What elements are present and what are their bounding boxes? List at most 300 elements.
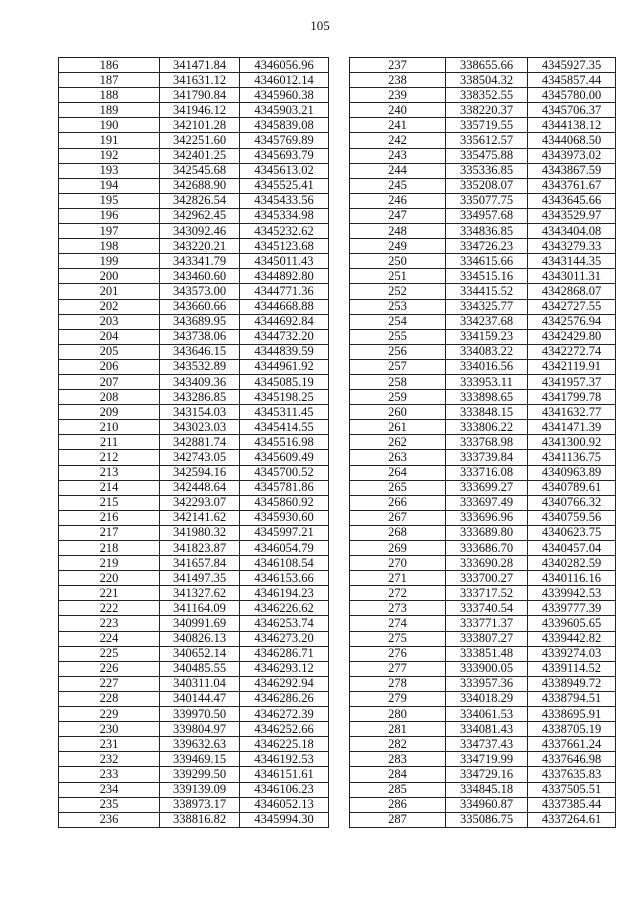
y-coordinate-cell: 4337661.24 bbox=[528, 737, 616, 752]
table-row bbox=[350, 556, 616, 571]
y-coordinate-cell: 4345198.25 bbox=[240, 390, 329, 405]
point-number-cell: 286 bbox=[350, 797, 446, 812]
table-row bbox=[350, 601, 616, 616]
y-coordinate-cell: 4342119.91 bbox=[528, 359, 616, 374]
x-coordinate-cell: 333690.28 bbox=[446, 556, 528, 571]
x-coordinate-cell: 342688.90 bbox=[160, 178, 240, 193]
table-row bbox=[59, 616, 329, 631]
x-coordinate-cell: 334061.53 bbox=[446, 707, 528, 722]
y-coordinate-cell: 4345085.19 bbox=[240, 374, 329, 389]
point-number-cell: 275 bbox=[350, 631, 446, 646]
y-coordinate-cell: 4346194.23 bbox=[240, 586, 329, 601]
point-number-cell: 254 bbox=[350, 314, 446, 329]
table-row bbox=[350, 163, 616, 178]
point-number-cell: 214 bbox=[59, 480, 160, 495]
table-row bbox=[350, 661, 616, 676]
y-coordinate-cell: 4339274.03 bbox=[528, 646, 616, 661]
table-row bbox=[59, 601, 329, 616]
x-coordinate-cell: 339299.50 bbox=[160, 767, 240, 782]
point-number-cell: 215 bbox=[59, 495, 160, 510]
y-coordinate-cell: 4346292.94 bbox=[240, 676, 329, 691]
x-coordinate-cell: 333740.54 bbox=[446, 601, 528, 616]
y-coordinate-cell: 4340282.59 bbox=[528, 556, 616, 571]
point-number-cell: 197 bbox=[59, 224, 160, 239]
y-coordinate-cell: 4343645.66 bbox=[528, 193, 616, 208]
y-coordinate-cell: 4345857.44 bbox=[528, 73, 616, 88]
x-coordinate-cell: 341790.84 bbox=[160, 88, 240, 103]
point-number-cell: 244 bbox=[350, 163, 446, 178]
y-coordinate-cell: 4346226.62 bbox=[240, 601, 329, 616]
x-coordinate-cell: 334083.22 bbox=[446, 344, 528, 359]
y-coordinate-cell: 4342868.07 bbox=[528, 284, 616, 299]
y-coordinate-cell: 4346272.39 bbox=[240, 707, 329, 722]
x-coordinate-cell: 339139.09 bbox=[160, 782, 240, 797]
point-number-cell: 281 bbox=[350, 722, 446, 737]
x-coordinate-cell: 340144.47 bbox=[160, 691, 240, 706]
y-coordinate-cell: 4341471.39 bbox=[528, 420, 616, 435]
x-coordinate-cell: 334016.56 bbox=[446, 359, 528, 374]
table-row bbox=[59, 737, 329, 752]
point-number-cell: 284 bbox=[350, 767, 446, 782]
x-coordinate-cell: 342881.74 bbox=[160, 435, 240, 450]
point-number-cell: 263 bbox=[350, 450, 446, 465]
x-coordinate-cell: 340826.13 bbox=[160, 631, 240, 646]
y-coordinate-cell: 4346153.66 bbox=[240, 571, 329, 586]
point-number-cell: 253 bbox=[350, 299, 446, 314]
table-row bbox=[59, 525, 329, 540]
y-coordinate-cell: 4342429.80 bbox=[528, 329, 616, 344]
table-row bbox=[59, 586, 329, 601]
point-number-cell: 262 bbox=[350, 435, 446, 450]
y-coordinate-cell: 4345693.79 bbox=[240, 148, 329, 163]
point-number-cell: 282 bbox=[350, 737, 446, 752]
x-coordinate-cell: 342962.45 bbox=[160, 208, 240, 223]
y-coordinate-cell: 4345433.56 bbox=[240, 193, 329, 208]
table-row bbox=[350, 193, 616, 208]
table-row bbox=[350, 329, 616, 344]
y-coordinate-cell: 4338949.72 bbox=[528, 676, 616, 691]
y-coordinate-cell: 4340623.75 bbox=[528, 525, 616, 540]
x-coordinate-cell: 334836.85 bbox=[446, 224, 528, 239]
point-number-cell: 260 bbox=[350, 405, 446, 420]
y-coordinate-cell: 4346151.61 bbox=[240, 767, 329, 782]
point-number-cell: 234 bbox=[59, 782, 160, 797]
point-number-cell: 228 bbox=[59, 691, 160, 706]
y-coordinate-cell: 4345525.41 bbox=[240, 178, 329, 193]
x-coordinate-cell: 342743.05 bbox=[160, 450, 240, 465]
y-coordinate-cell: 4345927.35 bbox=[528, 58, 616, 73]
x-coordinate-cell: 333686.70 bbox=[446, 541, 528, 556]
point-number-cell: 209 bbox=[59, 405, 160, 420]
table-body bbox=[59, 58, 329, 828]
table-row bbox=[350, 450, 616, 465]
table-row bbox=[59, 314, 329, 329]
point-number-cell: 192 bbox=[59, 148, 160, 163]
table-row bbox=[350, 148, 616, 163]
point-number-cell: 269 bbox=[350, 541, 446, 556]
x-coordinate-cell: 333953.11 bbox=[446, 374, 528, 389]
table-row bbox=[59, 284, 329, 299]
x-coordinate-cell: 333697.49 bbox=[446, 495, 528, 510]
x-coordinate-cell: 333689.80 bbox=[446, 525, 528, 540]
table-row bbox=[59, 103, 329, 118]
y-coordinate-cell: 4346286.26 bbox=[240, 691, 329, 706]
table-row bbox=[350, 208, 616, 223]
table-row bbox=[350, 344, 616, 359]
point-number-cell: 280 bbox=[350, 707, 446, 722]
y-coordinate-cell: 4337264.61 bbox=[528, 812, 616, 827]
point-number-cell: 241 bbox=[350, 118, 446, 133]
table-row bbox=[350, 465, 616, 480]
table-row bbox=[59, 390, 329, 405]
point-number-cell: 220 bbox=[59, 571, 160, 586]
x-coordinate-cell: 338504.32 bbox=[446, 73, 528, 88]
y-coordinate-cell: 4345232.62 bbox=[240, 224, 329, 239]
point-number-cell: 251 bbox=[350, 269, 446, 284]
y-coordinate-cell: 4342727.55 bbox=[528, 299, 616, 314]
table-row bbox=[350, 510, 616, 525]
table-row bbox=[350, 495, 616, 510]
y-coordinate-cell: 4346252.66 bbox=[240, 722, 329, 737]
point-number-cell: 270 bbox=[350, 556, 446, 571]
point-number-cell: 225 bbox=[59, 646, 160, 661]
x-coordinate-cell: 343660.66 bbox=[160, 299, 240, 314]
point-number-cell: 266 bbox=[350, 495, 446, 510]
point-number-cell: 212 bbox=[59, 450, 160, 465]
point-number-cell: 230 bbox=[59, 722, 160, 737]
x-coordinate-cell: 338816.82 bbox=[160, 812, 240, 827]
y-coordinate-cell: 4338794.51 bbox=[528, 691, 616, 706]
table-row bbox=[350, 224, 616, 239]
x-coordinate-cell: 334237.68 bbox=[446, 314, 528, 329]
x-coordinate-cell: 335208.07 bbox=[446, 178, 528, 193]
y-coordinate-cell: 4346108.54 bbox=[240, 556, 329, 571]
x-coordinate-cell: 334845.18 bbox=[446, 782, 528, 797]
y-coordinate-cell: 4344839.59 bbox=[240, 344, 329, 359]
x-coordinate-cell: 339804.97 bbox=[160, 722, 240, 737]
y-coordinate-cell: 4345960.38 bbox=[240, 88, 329, 103]
x-coordinate-cell: 339632.63 bbox=[160, 737, 240, 752]
table-row bbox=[350, 405, 616, 420]
y-coordinate-cell: 4342272.74 bbox=[528, 344, 616, 359]
y-coordinate-cell: 4346273.20 bbox=[240, 631, 329, 646]
point-number-cell: 231 bbox=[59, 737, 160, 752]
x-coordinate-cell: 343341.79 bbox=[160, 254, 240, 269]
y-coordinate-cell: 4346293.12 bbox=[240, 661, 329, 676]
x-coordinate-cell: 343409.36 bbox=[160, 374, 240, 389]
y-coordinate-cell: 4344692.84 bbox=[240, 314, 329, 329]
table-row bbox=[350, 178, 616, 193]
x-coordinate-cell: 342826.54 bbox=[160, 193, 240, 208]
point-number-cell: 247 bbox=[350, 208, 446, 223]
table-row bbox=[350, 284, 616, 299]
y-coordinate-cell: 4337385.44 bbox=[528, 797, 616, 812]
y-coordinate-cell: 4341632.77 bbox=[528, 405, 616, 420]
y-coordinate-cell: 4341957.37 bbox=[528, 374, 616, 389]
x-coordinate-cell: 339970.50 bbox=[160, 707, 240, 722]
y-coordinate-cell: 4344732.20 bbox=[240, 329, 329, 344]
table-row bbox=[59, 73, 329, 88]
point-number-cell: 205 bbox=[59, 344, 160, 359]
x-coordinate-cell: 343532.89 bbox=[160, 359, 240, 374]
y-coordinate-cell: 4343011.31 bbox=[528, 269, 616, 284]
page-number: 105 bbox=[310, 18, 330, 33]
y-coordinate-cell: 4343973.02 bbox=[528, 148, 616, 163]
point-number-cell: 200 bbox=[59, 269, 160, 284]
x-coordinate-cell: 333699.27 bbox=[446, 480, 528, 495]
y-coordinate-cell: 4339605.65 bbox=[528, 616, 616, 631]
table-row bbox=[350, 812, 616, 827]
point-number-cell: 204 bbox=[59, 329, 160, 344]
point-number-cell: 206 bbox=[59, 359, 160, 374]
x-coordinate-cell: 338220.37 bbox=[446, 103, 528, 118]
y-coordinate-cell: 4343144.35 bbox=[528, 254, 616, 269]
table-row bbox=[59, 163, 329, 178]
table-row bbox=[59, 450, 329, 465]
point-number-cell: 193 bbox=[59, 163, 160, 178]
table-row bbox=[59, 812, 329, 827]
table-row bbox=[350, 480, 616, 495]
x-coordinate-cell: 343460.60 bbox=[160, 269, 240, 284]
point-number-cell: 245 bbox=[350, 178, 446, 193]
point-number-cell: 237 bbox=[350, 58, 446, 73]
table-row bbox=[59, 374, 329, 389]
point-number-cell: 210 bbox=[59, 420, 160, 435]
table-body bbox=[350, 58, 616, 828]
x-coordinate-cell: 338352.55 bbox=[446, 88, 528, 103]
x-coordinate-cell: 333900.05 bbox=[446, 661, 528, 676]
point-number-cell: 199 bbox=[59, 254, 160, 269]
x-coordinate-cell: 341471.84 bbox=[160, 58, 240, 73]
table-row bbox=[59, 359, 329, 374]
x-coordinate-cell: 343573.00 bbox=[160, 284, 240, 299]
table-row bbox=[59, 435, 329, 450]
y-coordinate-cell: 4344138.12 bbox=[528, 118, 616, 133]
point-number-cell: 187 bbox=[59, 73, 160, 88]
table-row bbox=[59, 797, 329, 812]
table-row bbox=[59, 224, 329, 239]
table-row bbox=[350, 782, 616, 797]
x-coordinate-cell: 342594.16 bbox=[160, 465, 240, 480]
x-coordinate-cell: 341497.35 bbox=[160, 571, 240, 586]
y-coordinate-cell: 4346253.74 bbox=[240, 616, 329, 631]
table-row bbox=[350, 767, 616, 782]
x-coordinate-cell: 333848.15 bbox=[446, 405, 528, 420]
point-number-cell: 265 bbox=[350, 480, 446, 495]
table-row bbox=[350, 631, 616, 646]
table-row bbox=[350, 314, 616, 329]
table-row bbox=[59, 676, 329, 691]
x-coordinate-cell: 333898.65 bbox=[446, 390, 528, 405]
point-number-cell: 226 bbox=[59, 661, 160, 676]
point-number-cell: 243 bbox=[350, 148, 446, 163]
table-row bbox=[350, 541, 616, 556]
x-coordinate-cell: 334737.43 bbox=[446, 737, 528, 752]
table-row bbox=[350, 133, 616, 148]
x-coordinate-cell: 338655.66 bbox=[446, 58, 528, 73]
point-number-cell: 271 bbox=[350, 571, 446, 586]
table-row bbox=[350, 737, 616, 752]
point-number-cell: 258 bbox=[350, 374, 446, 389]
point-number-cell: 202 bbox=[59, 299, 160, 314]
x-coordinate-cell: 341946.12 bbox=[160, 103, 240, 118]
table-row bbox=[59, 480, 329, 495]
table-row bbox=[59, 767, 329, 782]
y-coordinate-cell: 4338695.91 bbox=[528, 707, 616, 722]
point-number-cell: 273 bbox=[350, 601, 446, 616]
point-number-cell: 256 bbox=[350, 344, 446, 359]
point-number-cell: 252 bbox=[350, 284, 446, 299]
point-number-cell: 201 bbox=[59, 284, 160, 299]
table-row bbox=[350, 359, 616, 374]
point-number-cell: 191 bbox=[59, 133, 160, 148]
point-number-cell: 188 bbox=[59, 88, 160, 103]
point-number-cell: 219 bbox=[59, 556, 160, 571]
table-row bbox=[59, 299, 329, 314]
y-coordinate-cell: 4340963.89 bbox=[528, 465, 616, 480]
point-number-cell: 194 bbox=[59, 178, 160, 193]
y-coordinate-cell: 4344961.92 bbox=[240, 359, 329, 374]
y-coordinate-cell: 4345516.98 bbox=[240, 435, 329, 450]
x-coordinate-cell: 335612.57 bbox=[446, 133, 528, 148]
point-number-cell: 287 bbox=[350, 812, 446, 827]
y-coordinate-cell: 4345609.49 bbox=[240, 450, 329, 465]
table-row bbox=[350, 691, 616, 706]
y-coordinate-cell: 4343404.08 bbox=[528, 224, 616, 239]
point-number-cell: 218 bbox=[59, 541, 160, 556]
table-row bbox=[59, 178, 329, 193]
y-coordinate-cell: 4340766.32 bbox=[528, 495, 616, 510]
table-row bbox=[59, 722, 329, 737]
y-coordinate-cell: 4345903.21 bbox=[240, 103, 329, 118]
y-coordinate-cell: 4345414.55 bbox=[240, 420, 329, 435]
point-number-cell: 274 bbox=[350, 616, 446, 631]
table-row bbox=[350, 571, 616, 586]
table-row bbox=[59, 239, 329, 254]
y-coordinate-cell: 4340116.16 bbox=[528, 571, 616, 586]
x-coordinate-cell: 334960.87 bbox=[446, 797, 528, 812]
x-coordinate-cell: 341327.62 bbox=[160, 586, 240, 601]
point-number-cell: 268 bbox=[350, 525, 446, 540]
y-coordinate-cell: 4339114.52 bbox=[528, 661, 616, 676]
y-coordinate-cell: 4346054.79 bbox=[240, 541, 329, 556]
table-row bbox=[350, 103, 616, 118]
point-number-cell: 279 bbox=[350, 691, 446, 706]
point-number-cell: 229 bbox=[59, 707, 160, 722]
x-coordinate-cell: 342141.62 bbox=[160, 510, 240, 525]
x-coordinate-cell: 340311.04 bbox=[160, 676, 240, 691]
table-row bbox=[59, 571, 329, 586]
y-coordinate-cell: 4339942.53 bbox=[528, 586, 616, 601]
table-row bbox=[59, 420, 329, 435]
x-coordinate-cell: 343154.03 bbox=[160, 405, 240, 420]
y-coordinate-cell: 4340759.56 bbox=[528, 510, 616, 525]
y-coordinate-cell: 4340789.61 bbox=[528, 480, 616, 495]
x-coordinate-cell: 343220.21 bbox=[160, 239, 240, 254]
y-coordinate-cell: 4346012.14 bbox=[240, 73, 329, 88]
table-row bbox=[350, 722, 616, 737]
table-row bbox=[350, 254, 616, 269]
x-coordinate-cell: 343738.06 bbox=[160, 329, 240, 344]
point-number-cell: 242 bbox=[350, 133, 446, 148]
y-coordinate-cell: 4345700.52 bbox=[240, 465, 329, 480]
x-coordinate-cell: 342251.60 bbox=[160, 133, 240, 148]
point-number-cell: 267 bbox=[350, 510, 446, 525]
table-row bbox=[350, 525, 616, 540]
y-coordinate-cell: 4343761.67 bbox=[528, 178, 616, 193]
x-coordinate-cell: 335336.85 bbox=[446, 163, 528, 178]
y-coordinate-cell: 4345769.89 bbox=[240, 133, 329, 148]
point-number-cell: 238 bbox=[350, 73, 446, 88]
table-row bbox=[350, 390, 616, 405]
table-row bbox=[350, 707, 616, 722]
x-coordinate-cell: 341980.32 bbox=[160, 525, 240, 540]
table-row bbox=[59, 661, 329, 676]
y-coordinate-cell: 4345780.00 bbox=[528, 88, 616, 103]
x-coordinate-cell: 335086.75 bbox=[446, 812, 528, 827]
table-row bbox=[59, 269, 329, 284]
x-coordinate-cell: 340652.14 bbox=[160, 646, 240, 661]
x-coordinate-cell: 333768.98 bbox=[446, 435, 528, 450]
x-coordinate-cell: 335719.55 bbox=[446, 118, 528, 133]
y-coordinate-cell: 4345311.45 bbox=[240, 405, 329, 420]
x-coordinate-cell: 334081.43 bbox=[446, 722, 528, 737]
point-number-cell: 250 bbox=[350, 254, 446, 269]
table-row bbox=[350, 616, 616, 631]
coordinates-table-left bbox=[58, 57, 329, 828]
table-row bbox=[350, 374, 616, 389]
point-number-cell: 264 bbox=[350, 465, 446, 480]
table-row bbox=[350, 269, 616, 284]
y-coordinate-cell: 4344892.80 bbox=[240, 269, 329, 284]
x-coordinate-cell: 340485.55 bbox=[160, 661, 240, 676]
x-coordinate-cell: 342545.68 bbox=[160, 163, 240, 178]
x-coordinate-cell: 342101.28 bbox=[160, 118, 240, 133]
table-row bbox=[59, 691, 329, 706]
x-coordinate-cell: 339469.15 bbox=[160, 752, 240, 767]
y-coordinate-cell: 4337635.83 bbox=[528, 767, 616, 782]
table-row bbox=[59, 148, 329, 163]
point-number-cell: 236 bbox=[59, 812, 160, 827]
table-row bbox=[59, 193, 329, 208]
y-coordinate-cell: 4341136.75 bbox=[528, 450, 616, 465]
y-coordinate-cell: 4337646.98 bbox=[528, 752, 616, 767]
point-number-cell: 239 bbox=[350, 88, 446, 103]
table-row bbox=[350, 676, 616, 691]
x-coordinate-cell: 342448.64 bbox=[160, 480, 240, 495]
y-coordinate-cell: 4345994.30 bbox=[240, 812, 329, 827]
table-row bbox=[59, 208, 329, 223]
point-number-cell: 248 bbox=[350, 224, 446, 239]
point-number-cell: 235 bbox=[59, 797, 160, 812]
y-coordinate-cell: 4341300.92 bbox=[528, 435, 616, 450]
x-coordinate-cell: 335077.75 bbox=[446, 193, 528, 208]
table-row bbox=[350, 752, 616, 767]
y-coordinate-cell: 4345011.43 bbox=[240, 254, 329, 269]
table-row bbox=[59, 510, 329, 525]
point-number-cell: 259 bbox=[350, 390, 446, 405]
table-row bbox=[350, 420, 616, 435]
table-row bbox=[350, 646, 616, 661]
y-coordinate-cell: 4346286.71 bbox=[240, 646, 329, 661]
x-coordinate-cell: 341631.12 bbox=[160, 73, 240, 88]
point-number-cell: 190 bbox=[59, 118, 160, 133]
table-row bbox=[59, 405, 329, 420]
y-coordinate-cell: 4345613.02 bbox=[240, 163, 329, 178]
table-row bbox=[59, 752, 329, 767]
x-coordinate-cell: 338973.17 bbox=[160, 797, 240, 812]
y-coordinate-cell: 4343529.97 bbox=[528, 208, 616, 223]
